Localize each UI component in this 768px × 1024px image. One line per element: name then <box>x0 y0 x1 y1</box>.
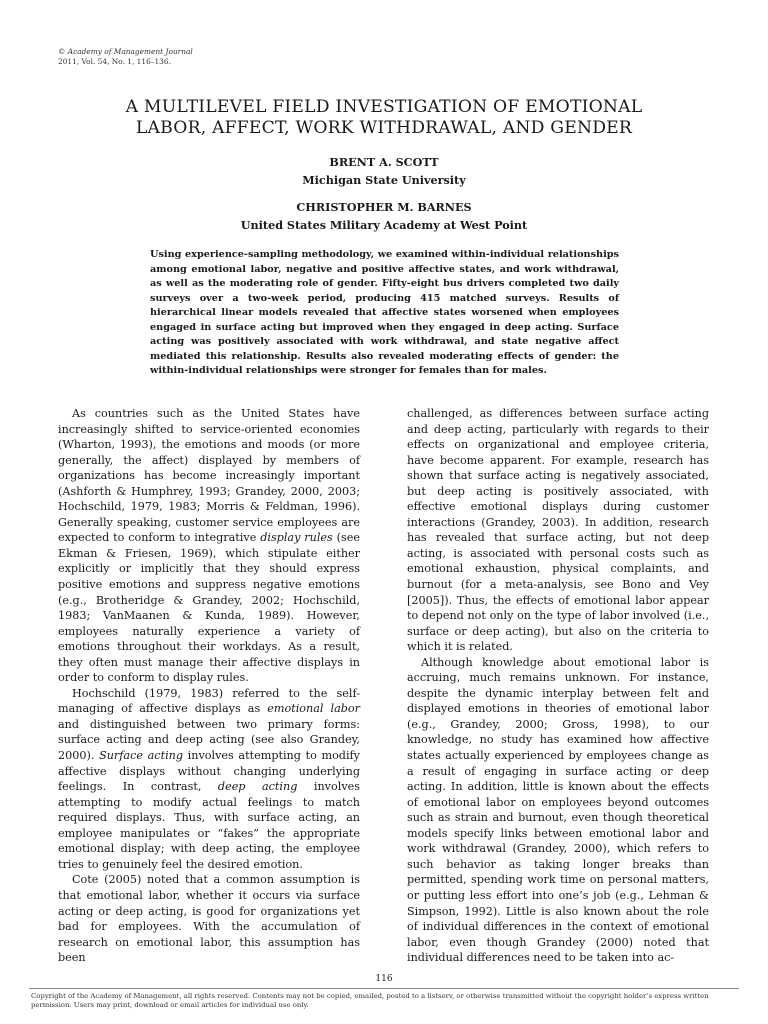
author-2 <box>60 198 708 234</box>
body-column-right <box>407 406 709 966</box>
author-2-name: CHRISTOPHER M. BARNES <box>296 200 472 214</box>
body-column-left <box>58 406 360 966</box>
title-line-2: LABOR, AFFECT, WORK WITHDRAWAL, AND GENDER <box>135 118 633 138</box>
paragraph: challenged, as differences between surface acting and deep acting, particularly with regards to their effects on organizational and employee criteria, have become apparent. For example, research has shown that surface acting is negatively associated, but deep acting is positively associated, with effective emotional displays during customer interactions (Grandey, 2003). In addition, research has revealed that surface acting, but not deep acting, is associated with personal costs such as emotional exhaustion, physical complaints, and burnout (for a meta-analysis, see Bono and Vey [2005]). Thus, the effects of emotional labor appear to depend not only on the type of labor involved (i.e., surface or deep acting), but also on the criteria to which it is related. <box>407 407 709 654</box>
paragraph: As countries such as the United States have increasingly shifted to service-oriented economies (Wharton, 1993), the emotions and moods (or more generally, the affect) displayed by members of organizations has become increasingly important (Ashforth & Humphrey, 1993; Grandey, 2000, 2003; Hochschild, 1979, 1983; Morris & Feldman, 1996). Generally speaking, customer service employees are expected to conform to integrative display rules (see Ekman & Friesen, 1969), which stipulate either explicitly or implicitly that they should express positive emotions and suppress negative emotions (e.g., Brotheridge & Grandey, 2002; Hochschild, 1983; VanMaanen & Kunda, 1989). However, employees naturally experience a variety of emotions throughout their workdays. As a result, they often must manage their affective displays in order to conform to display rules. <box>58 407 360 685</box>
journal-header <box>58 47 193 67</box>
paragraph: Cote (2005) noted that a common assumption is that emotional labor, whether it occurs via surface acting or deep acting, is good for organizations yet bad for employees. With the accumulation of research on emotional labor, this assumption has been <box>58 873 360 965</box>
author-1 <box>60 153 708 189</box>
author-2-affiliation: United States Military Academy at West Point <box>240 218 528 232</box>
abstract: Using experience-sampling methodology, we examined within-individual relationships among emotional labor, negative and positive affective states, and work withdrawal, as well as the moderating role of gender. Fifty-eight bus drivers completed two daily surveys over a two-week period, producing 415 matched surveys. Results of hierarchical linear models revealed that affective states worsened when employees engaged in surface acting but improved when they engaged in deep acting. Surface acting was positively associated with work withdrawal, and state negative affect mediated this relationship. Results also revealed moderating effects of gender: the within-individual relationships were stronger for females than for males. <box>150 249 619 376</box>
copyright-notice: Copyright of the Academy of Management, all rights reserved. Contents may not be copied, emailed, posted to a listserv, or otherwise transmitted without the copyright holder’s express written permission. Users may print, download or email articles for individual use only. <box>31 992 709 1009</box>
journal-name: © Academy of Management Journal <box>58 47 193 56</box>
author-1-affiliation: Michigan State University <box>302 173 466 187</box>
journal-volume: 2011, Vol. 54, No. 1, 116–136. <box>58 57 171 66</box>
footer-divider <box>29 988 739 989</box>
author-1-name: BRENT A. SCOTT <box>329 155 439 169</box>
page-number: 116 <box>375 974 393 984</box>
paragraph: Hochschild (1979, 1983) referred to the self-managing of affective displays as emotional labor and distinguished between two primary forms: surface acting and deep acting (see also Grandey, 2000). Surface acting involves attempting to modify affective displays without changing underlying feelings. In contrast, deep acting involves attempting to modify actual feelings to match required displays. Thus, with surface acting, an employee manipulates or “fakes” the appropriate emotional display; with deep acting, the employee tries to genuinely feel the desired emotion. <box>58 686 361 871</box>
article-title <box>60 97 708 139</box>
title-line-1: A MULTILEVEL FIELD INVESTIGATION OF EMOTIONAL <box>125 97 643 117</box>
paragraph: Although knowledge about emotional labor is accruing, much remains unknown. For instance, despite the dynamic interplay between felt and displayed emotions in theories of emotional labor (e.g., Grandey, 2000; Gross, 1998), to our knowledge, no study has examined how affective states actually experienced by employees change as a result of engaging in surface acting or deep acting. In addition, little is known about the effects of emotional labor on employees beyond outcomes such as strain and burnout, even though theoretical models specify links between emotional labor and work withdrawal (Grandey, 2000), which refers to such behavior as taking longer breaks than permitted, spending work time on personal matters, or putting less effort into one’s job (e.g., Lehman & Simpson, 1992). Little is also known about the role of individual differences in the context of emotional labor, even though Grandey (2000) noted that individual differences need to be taken into ac- <box>407 655 709 965</box>
